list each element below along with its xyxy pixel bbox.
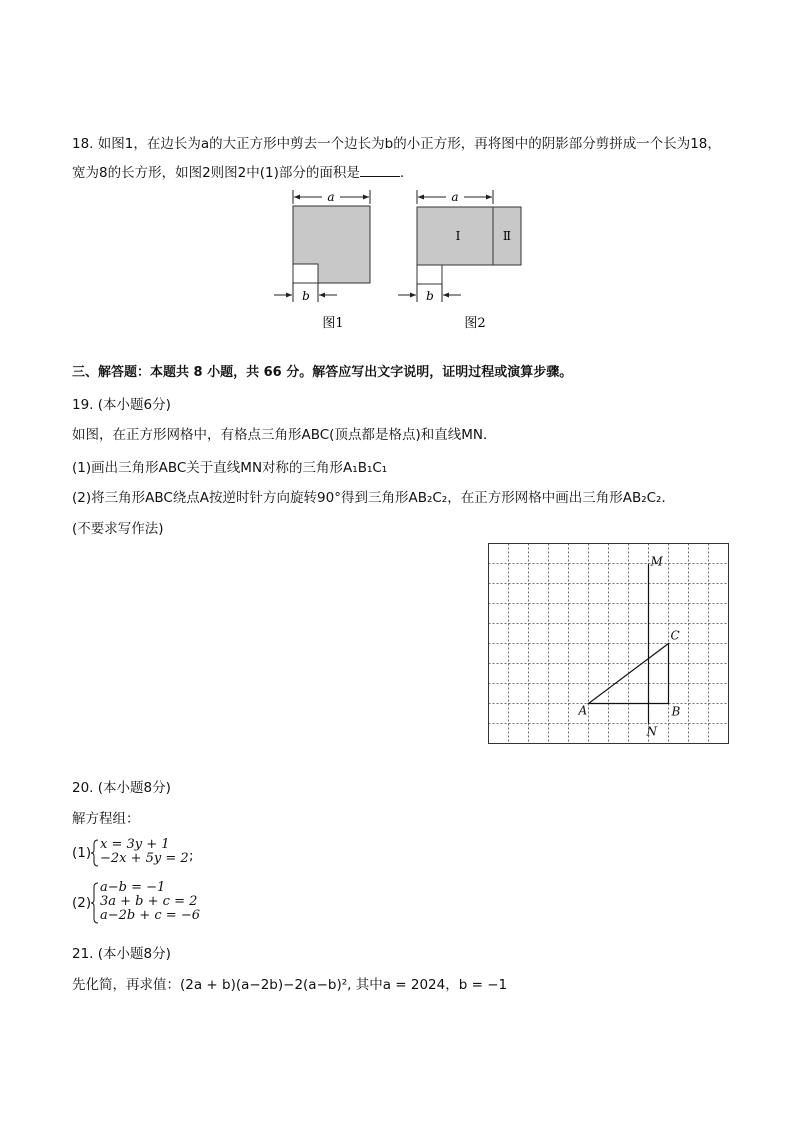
q19-title: 19. (本小题6分) [72,397,171,413]
q20-part1-label: (1) [72,845,92,861]
q21-title: 21. (本小题8分) [72,946,171,962]
fig2-label-b: b [426,289,434,303]
q20-p2-eq1: a−b = −1 [100,880,166,895]
label-a: A [578,703,588,718]
q20-p1-eq2: −2x + 5y = 2 [100,851,189,866]
label-n: N [646,724,657,739]
fig1-small-square [293,264,318,283]
section-3-heading: 三、解答题：本题共 8 小题，共 66 分。解答应写出文字说明，证明过程或演算步骤。 [72,365,573,380]
q20-title: 20. (本小题8分) [72,780,171,796]
fig2-small-square [417,265,442,284]
figure-1 [270,190,400,330]
q19-line3: (2)将三角形ABC绕点A按逆时针方向旋转90°得到三角形AB₂C₂，在正方形网格中画出三角形AB₂C₂． [72,490,675,506]
q19-line4: (不要求写作法) [72,521,164,537]
q20-system-2 [72,881,272,925]
q19-line1: 如图，在正方形网格中，有格点三角形ABC(顶点都是格点)和直线MN． [72,427,497,443]
fig2-caption: 图2 [464,316,486,331]
q20-p2-eq3: a−2b + c = −6 [100,908,200,923]
figure-2 [394,190,534,330]
q20-p1-eq1: x = 3y + 1 [100,837,170,852]
brace-icon [91,882,99,924]
q20-part2-label: (2) [72,895,92,911]
q18-line2-end: . [399,165,405,181]
q19-line2: (1)画出三角形ABC关于直线MN对称的三角形A₁B₁C₁ [72,460,388,476]
fig1-caption: 图1 [322,316,344,331]
q20-p1-end: ; [189,848,194,864]
fig1-label-a: a [327,190,335,204]
brace-icon [91,839,99,867]
label-c: C [670,628,680,643]
q20-p2-eq2: 3a + b + c = 2 [100,894,198,909]
square-grid-figure [488,543,728,743]
fig2-label-region-1: Ⅰ [455,229,461,243]
q20-system-1 [72,838,272,868]
q18-line1: 18. 如图1，在边长为a的大正方形中剪去一个边长为b的小正方形，再将图中的阴影部分剪拼成一个长为18， [72,136,721,152]
label-b: B [671,704,681,719]
fig2-label-a: a [451,190,459,204]
fig1-label-b: b [302,289,310,303]
label-m: M [650,554,663,569]
answer-blank [360,164,400,177]
q18-line2 [72,164,404,182]
q21-line: 先化简，再求值：(2a + b)(a−2b)−2(a−b)², 其中a = 2024，b = −1 [72,977,508,993]
fig2-label-region-2: Ⅱ [502,229,512,243]
q20-intro: 解方程组： [72,811,140,827]
q18-line2-text: 宽为8的长方形，如图2则图2中(1)部分的面积是 [72,165,360,181]
